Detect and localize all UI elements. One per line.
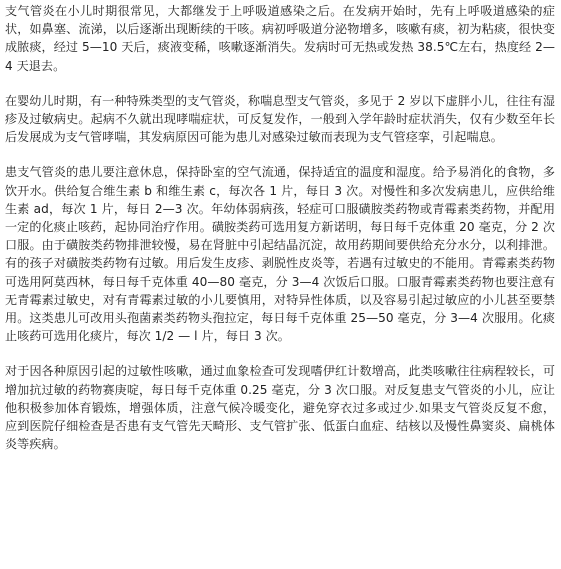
paragraph-allergic-cough: 对于因各种原因引起的过敏性咳嗽，通过血象检查可发现嗜伊红计数增高，此类咳嗽往往病程较长，可增加抗过敏的药物赛庚啶，每日每千克体重 0.25 毫克，分 3 次口服。对反复患支气管炎的小儿，应让他积极参加体育锻炼，增强体质，注意气候冷暖变化，避免穿衣过多或过少.如果支气管炎反复不愈，应到医院仔细检查是否患有支气管先天畸形、支气管扩张、低蛋白血症、结核以及慢性鼻窦炎、扁桃体炎等疾病。 [5,364,555,452]
article-body [5,2,555,453]
paragraph-asthmatic-bronchitis: 在婴幼儿时期，有一种特殊类型的支气管炎，称喘息型支气管炎，多见于 2 岁以下虚胖小儿，往往有湿疹及过敏病史。起病不久就出现哮喘症状，可反复发作，一般到入学年龄时症状消失，仅有少数至年长后发展成为支气管哮喘，其发病原因可能为患儿对感染过敏而表现为支气管痉挛，引起喘息。 [5,93,555,145]
paragraph-symptoms: 支气管炎在小儿时期很常见，大都继发于上呼吸道感染之后。在发病开始时，先有上呼吸道感染的症状，如鼻塞、流涕，以后逐渐出现断续的干咳。病初呼吸道分泌物增多，咳嗽有痰，初为粘痰，很快变成脓痰，经过 5—10 天后，痰液变稀，咳嗽逐渐消失。发病时可无热或发热 38.5℃左右，热度经 2—4 天退去。 [5,4,555,73]
paragraph-treatment: 患支气管炎的患儿要注意休息，保持卧室的空气流通，保持适宜的温度和湿度。给予易消化的食物，多饮开水。供给复合维生素 b 和维生素 c，每次各 1 片，每日 3 次。对慢性和多次发病患儿，应供给维生素 ad，每次 1 片，每日 2—3 次。年幼体弱病孩，轻症可口服磺胺类药物或青霉素类药物，并配用一定的化痰止咳药，起协同治疗作用。磺胺类药可选用复方新诺明，每日每千克体重 20 毫克，分 2 次口服。由于磺胺类药物排泄较慢，易在肾脏中引起结晶沉淀，故用药期间要供给充分水分，以利排泄。有的孩子对磺胺类药物有过敏。用后发生皮疹、剥脱性皮炎等，若遇有过敏史的不能用。青霉素类药物可选用阿莫西林，每日每千克体重 40—80 毫克，分 3—4 次饭后口服。口服青霉素类药物也要注意有无青霉素过敏史，对有青霉素过敏的小儿要慎用，对特异性体质，以及容易引起过敏应的小儿甚至要禁用。这类患儿可改用头孢菌素类药物头孢拉定，每日每千克体重 25—50 毫克，分 3—4 次服用。化痰止咳药可选用化痰片，每次 1/2 — l 片，每日 3 次。 [5,165,555,344]
